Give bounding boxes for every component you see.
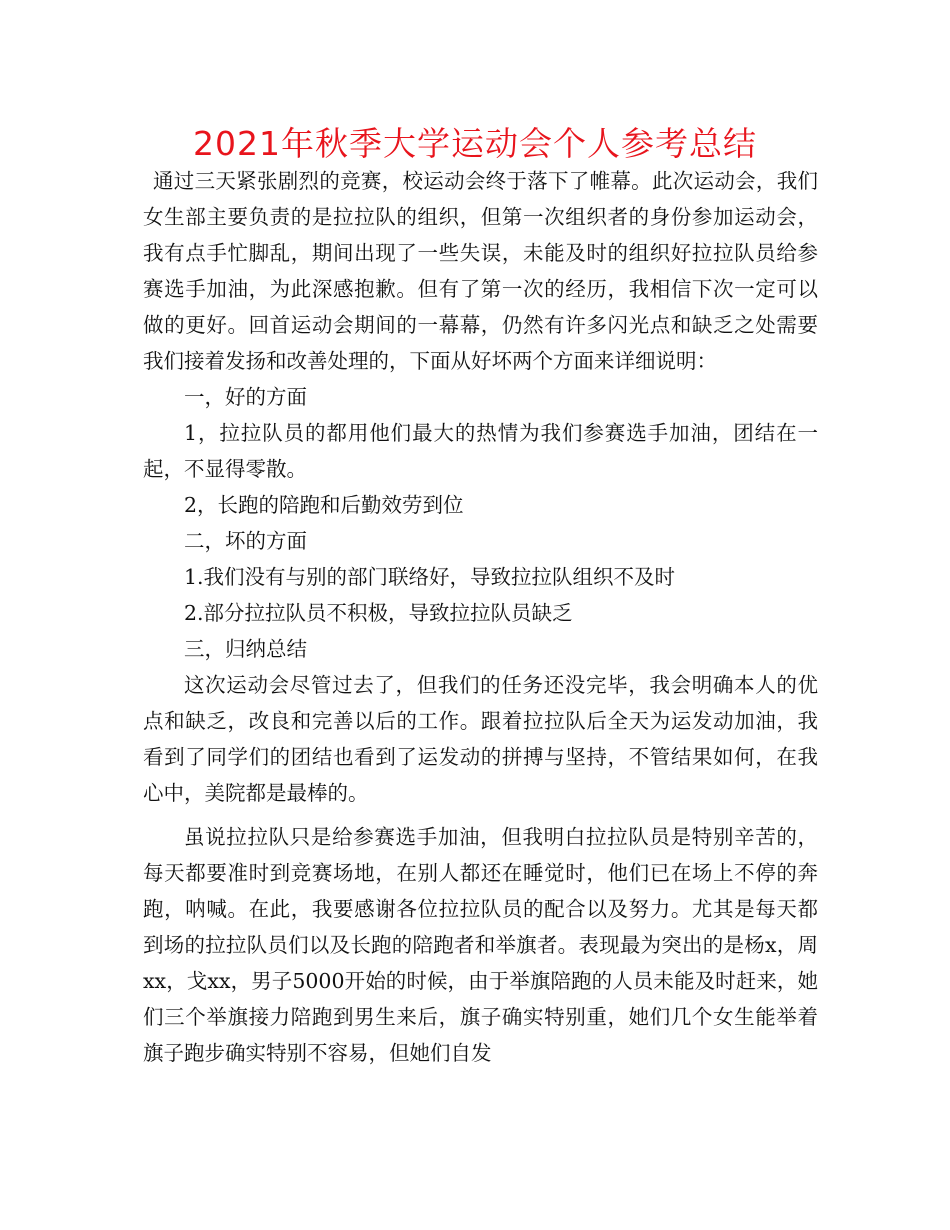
paragraph-summary: 这次运动会尽管过去了，但我们的任务还没完毕，我会明确本人的优点和缺乏，改良和完善以后的工作。跟着拉拉队后全天为运发动加油，我看到了同学们的团结也看到了运发动的拼搏与坚持，不管结果如何，在我心中，美院都是最棒的。	[143, 673, 818, 805]
list-item-good-2: 2，长跑的陪跑和后勤效劳到位	[184, 493, 464, 517]
paragraph-spacer	[143, 811, 818, 819]
list-item-bad-2: 2.部分拉拉队员不积极，导致拉拉队员缺乏	[184, 601, 573, 625]
document-title: 2021年秋季大学运动会个人参考总结	[193, 124, 757, 163]
list-item-good-1: 1，拉拉队员的都用他们最大的热情为我们参赛选手加油，团结在一起，不显得零散。	[143, 421, 818, 481]
heading-bad-aspects: 二，坏的方面	[184, 529, 307, 553]
document-body	[143, 163, 818, 1071]
paragraph-thanks: 虽说拉拉队只是给参赛选手加油，但我明白拉拉队员是特别辛苦的，每天都要准时到竞赛场地，在别人都还在睡觉时，他们已在场上不停的奔跑，呐喊。在此，我要感谢各位拉拉队员的配合以及努力。尤其是每天都到场的拉拉队员们以及长跑的陪跑者和举旗者。表现最为突出的是杨x，周xx，戈xx，男子5000开始的时候，由于举旗陪跑的人员未能及时赶来，她们三个举旗接力陪跑到男生来后，旗子确实特别重，她们几个女生能举着旗子跑步确实特别不容易，但她们自发	[143, 825, 818, 1065]
list-item-bad-1: 1.我们没有与别的部门联络好，导致拉拉队组织不及时	[184, 565, 676, 589]
paragraph-intro: 通过三天紧张剧烈的竞赛，校运动会终于落下了帷幕。此次运动会，我们女生部主要负责的是拉拉队的组织，但第一次组织者的身份参加运动会，我有点手忙脚乱，期间出现了一些失误，未能及时的组织好拉拉队员给参赛选手加油，为此深感抱歉。但有了第一次的经历，我相信下次一定可以做的更好。回首运动会期间的一幕幕，仍然有许多闪光点和缺乏之处需要我们接着发扬和改善处理的，下面从好坏两个方面来详细说明：	[143, 169, 818, 373]
heading-summary: 三，归纳总结	[184, 637, 307, 661]
heading-good-aspects: 一，好的方面	[184, 385, 307, 409]
